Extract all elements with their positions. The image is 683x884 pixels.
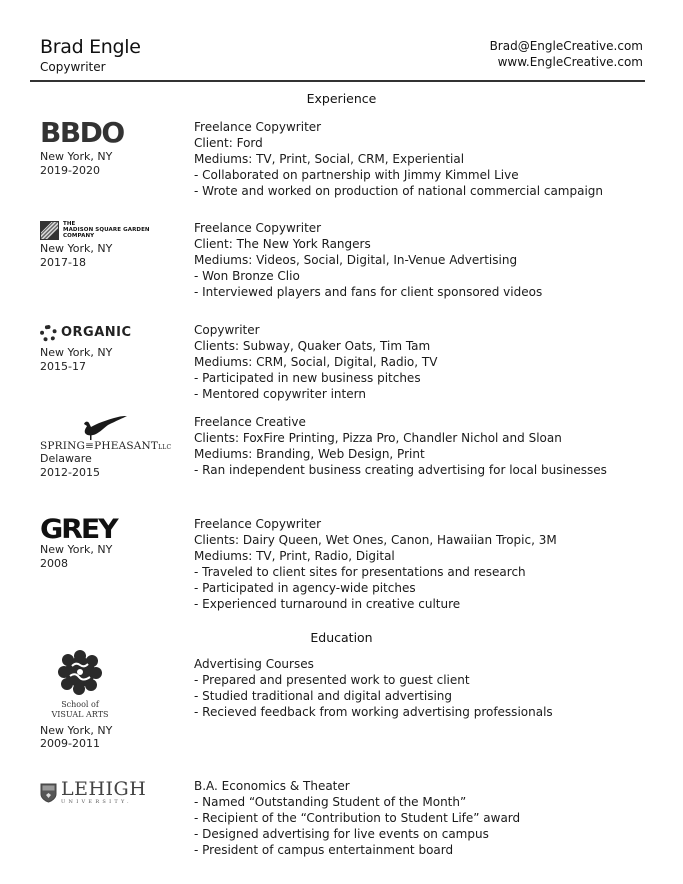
logo-text: School of xyxy=(61,699,99,709)
entry-bullet: - Wrote and worked on production of national commercial campaign xyxy=(194,184,604,198)
entry-location: New York, NY xyxy=(40,543,113,556)
entry-role: Freelance Copywriter xyxy=(194,120,322,134)
entry-program: B.A. Economics & Theater xyxy=(194,779,350,793)
entry-role: Copywriter xyxy=(194,323,260,337)
entry-bullet: - Mentored copywriter intern xyxy=(194,387,366,401)
entry-role: Freelance Copywriter xyxy=(194,517,322,531)
entry-bullet: - Studied traditional and digital advertising xyxy=(194,689,453,703)
entry-location: Delaware xyxy=(40,452,92,465)
entry-dates: 2009-2011 xyxy=(40,737,100,750)
email-link[interactable]: Brad@EngleCreative.com xyxy=(489,39,643,53)
entry-bullet: - Named “Outstanding Student of the Month” xyxy=(194,795,467,809)
entry-company xyxy=(40,322,190,373)
entry-bullet: - President of campus entertainment board xyxy=(194,843,454,857)
entry-mediums: Mediums: TV, Print, Radio, Digital xyxy=(194,549,395,563)
entry-client: Client: The New York Rangers xyxy=(194,237,371,251)
entry-dates: 2017-18 xyxy=(40,255,86,269)
logo-suffix: LLC xyxy=(158,444,172,451)
entry-bullet: - Recipient of the “Contribution to Student Life” award xyxy=(194,811,521,825)
entry-mediums: Mediums: TV, Print, Social, CRM, Experiential xyxy=(194,152,465,166)
school-of-visual-arts-logo xyxy=(40,648,120,720)
entry-client: Clients: FoxFire Printing, Pizza Pro, Chandler Nichol and Sloan xyxy=(194,431,562,445)
entry-details xyxy=(194,778,520,858)
entry-program: Advertising Courses xyxy=(194,657,314,671)
entry-bullet: - Recieved feedback from working advertising professionals xyxy=(194,705,553,719)
entry-details xyxy=(194,322,437,402)
entry-company xyxy=(40,516,190,570)
logo-text: LEHIGH xyxy=(61,778,147,800)
website-link[interactable]: www.EngleCreative.com xyxy=(497,55,643,69)
applicant-title: Copywriter xyxy=(40,60,106,74)
madison-square-garden-logo xyxy=(40,220,190,240)
entry-mediums: Mediums: CRM, Social, Digital, Radio, TV xyxy=(194,355,438,369)
entry-client: Clients: Dairy Queen, Wet Ones, Canon, Hawaiian Tropic, 3M xyxy=(194,533,557,547)
lehigh-university-logo xyxy=(40,778,190,808)
logo-text: ORGANIC xyxy=(61,325,132,341)
entry-details xyxy=(194,656,553,720)
entry-location: New York, NY xyxy=(40,242,113,255)
entry-location: New York, NY xyxy=(40,723,113,737)
entry-company xyxy=(40,220,190,269)
entry-bullet: - Prepared and presented work to guest client xyxy=(194,673,470,687)
entry-dates: 2008 xyxy=(40,556,68,570)
entry-school xyxy=(40,778,190,808)
entry-details xyxy=(194,220,542,300)
entry-client: Client: Ford xyxy=(194,136,263,150)
entry-bullet: - Ran independent business creating advertising for local businesses xyxy=(194,463,607,477)
logo-text: VISUAL ARTS xyxy=(51,709,109,719)
entry-company xyxy=(40,414,190,479)
entry-bullet: - Interviewed players and fans for client sponsored videos xyxy=(194,285,543,299)
msg-mark-icon xyxy=(40,221,59,240)
spring-pheasant-logo xyxy=(40,414,190,452)
logo-subtext: UNIVERSITY. xyxy=(61,799,132,805)
organic-ring-icon xyxy=(40,325,57,342)
experience-heading: Experience xyxy=(306,91,377,106)
education-heading: Education xyxy=(310,630,373,645)
entry-location: New York, NY xyxy=(40,150,113,163)
entry-details xyxy=(194,516,557,612)
entry-role: Freelance Copywriter xyxy=(194,221,322,235)
logo-text: THE xyxy=(63,221,76,227)
entry-role: Freelance Creative xyxy=(194,415,306,429)
sva-flower-icon xyxy=(58,648,102,696)
entry-bullet: - Collaborated on partnership with Jimmy Kimmel Live xyxy=(194,168,519,182)
organic-logo xyxy=(40,322,190,344)
entry-dates: 2019-2020 xyxy=(40,163,100,177)
logo-text: COMPANY xyxy=(63,233,95,239)
entry-bullet: - Traveled to client sites for presentations and research xyxy=(194,565,526,579)
entry-bullet: - Participated in new business pitches xyxy=(194,371,421,385)
entry-bullet: - Won Bronze Clio xyxy=(194,269,300,283)
entry-bullet: - Participated in agency-wide pitches xyxy=(194,581,416,595)
entry-bullet: - Designed advertising for live events on campus xyxy=(194,827,489,841)
entry-client: Clients: Subway, Quaker Oats, Tim Tam xyxy=(194,339,431,353)
entry-mediums: Mediums: Branding, Web Design, Print xyxy=(194,447,425,461)
bbdo-logo: BBDO xyxy=(40,116,124,149)
logo-text: SPRING≡PHEASANT xyxy=(40,440,159,452)
entry-company xyxy=(40,116,190,177)
entry-dates: 2012-2015 xyxy=(40,465,100,479)
entry-school xyxy=(40,648,190,751)
logo-text: MADISON SQUARE GARDEN xyxy=(63,227,150,233)
entry-details xyxy=(194,414,607,478)
header-divider xyxy=(30,80,645,82)
entry-location: New York, NY xyxy=(40,346,113,359)
entry-dates: 2015-17 xyxy=(40,359,86,373)
entry-details xyxy=(194,119,603,199)
grey-logo: GREY xyxy=(40,514,117,545)
applicant-name: Brad Engle xyxy=(40,36,141,58)
lehigh-shield-icon xyxy=(40,783,57,803)
contact-block xyxy=(490,38,643,70)
entry-mediums: Mediums: Videos, Social, Digital, In-Venue Advertising xyxy=(194,253,518,267)
entry-bullet: - Experienced turnaround in creative culture xyxy=(194,597,461,611)
pheasant-icon xyxy=(78,414,128,442)
